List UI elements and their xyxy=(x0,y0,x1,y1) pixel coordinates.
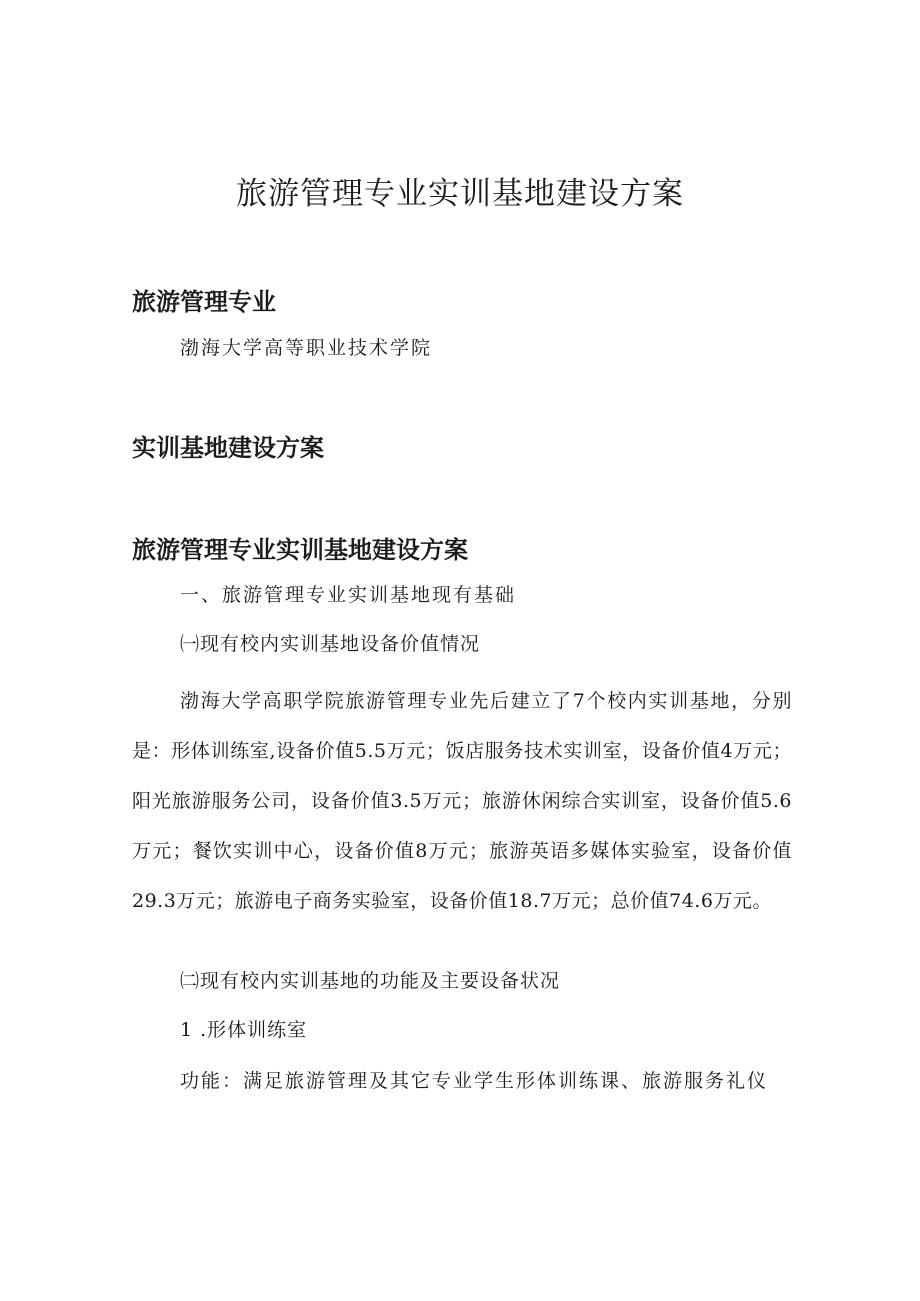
body-paragraph: 渤海大学高职学院旅游管理专业先后建立了7个校内实训基地，分别是：形体训练室,设备价值5.5万元；饭店服务技术实训室，设备价值4万元；阳光旅游服务公司，设备价值3.5万元；旅游休闲综合实训室，设备价值5.6万元；餐饮实训中心，设备价值8万元；旅游英语多媒体实验室，设备价值29.3万元；旅游电子商务实验室，设备价值18.7万元；总价值74.6万元。 xyxy=(132,690,792,912)
heading-full-title: 旅游管理专业实训基地建设方案 xyxy=(132,536,468,564)
list-item-1: 1 .形体训练室 xyxy=(180,1019,308,1041)
subsection-heading-1: ㈠现有校内实训基地设备价值情况 xyxy=(180,633,481,655)
subsection-heading-2: ㈡现有校内实训基地的功能及主要设备状况 xyxy=(180,970,561,992)
function-description: 功能：满足旅游管理及其它专业学生形体训练课、旅游服务礼仪 xyxy=(180,1070,769,1092)
school-name: 渤海大学高等职业技术学院 xyxy=(180,337,433,359)
heading-plan: 实训基地建设方案 xyxy=(132,434,324,462)
document-title: 旅游管理专业实训基地建设方案 xyxy=(236,176,684,212)
section-heading-1: 一、旅游管理专业实训基地现有基础 xyxy=(180,584,517,606)
heading-major: 旅游管理专业 xyxy=(132,288,276,316)
